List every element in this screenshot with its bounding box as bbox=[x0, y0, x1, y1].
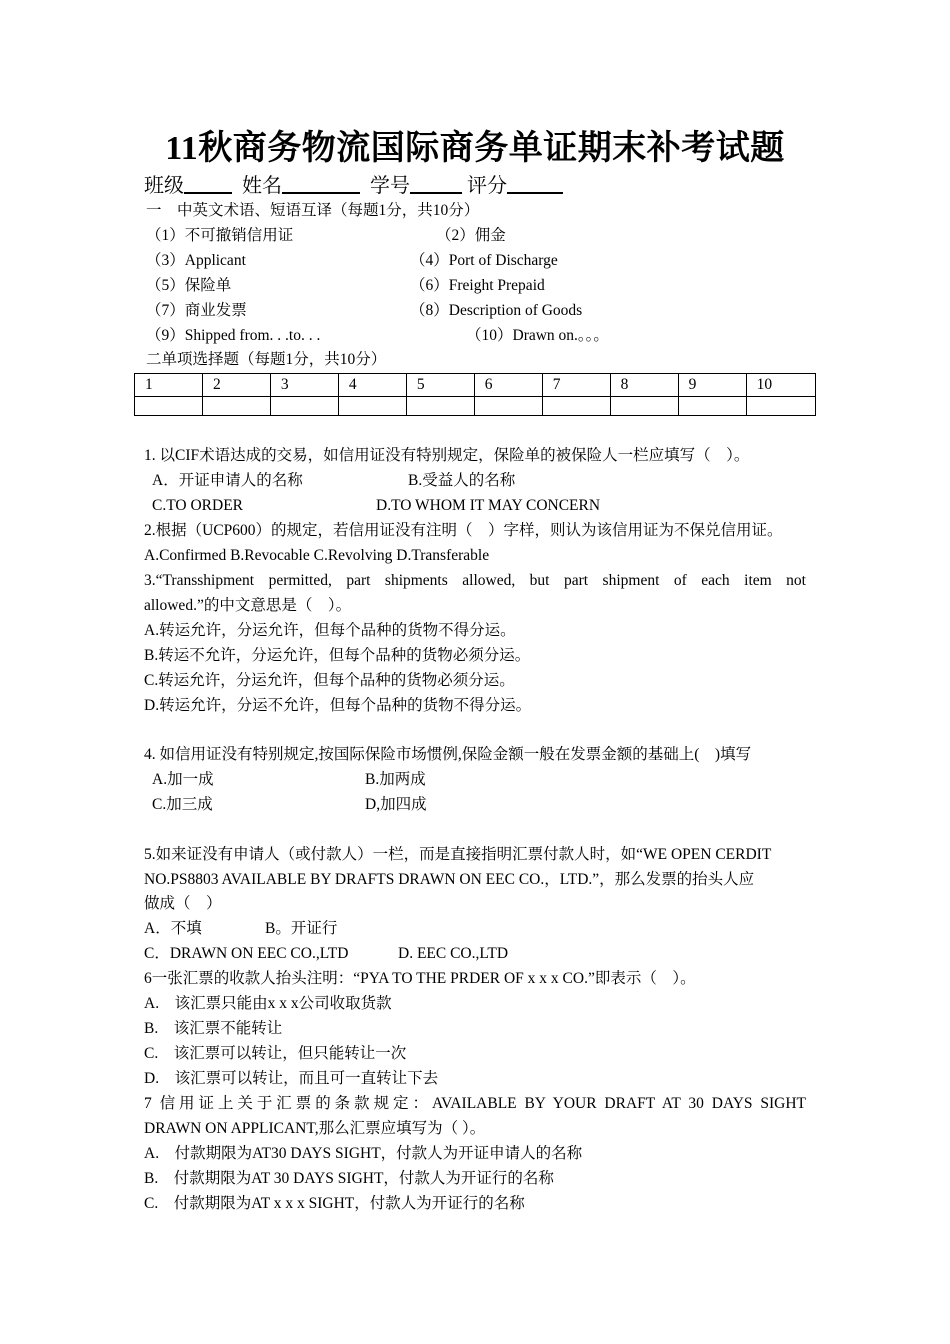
q5-option-b: B。开证行 bbox=[265, 920, 338, 937]
q3-option-c: C.转运允许，分运允许，但每个品种的货物必须分运。 bbox=[144, 672, 515, 689]
q6-option-c: C. 该汇票可以转让，但只能转让一次 bbox=[144, 1045, 407, 1062]
answer-number-cell: 10 bbox=[746, 374, 815, 397]
answer-blank-cell[interactable] bbox=[474, 397, 542, 416]
term-item: （4）Port of Discharge bbox=[410, 252, 558, 269]
q5-option-c: C．DRAWN ON EEC CO.,LTD bbox=[144, 945, 349, 962]
q3-option-b: B.转运不允许，分运允许，但每个品种的货物必须分运。 bbox=[144, 647, 531, 664]
q6-option-b: B. 该汇票不能转让 bbox=[144, 1020, 283, 1037]
class-blank bbox=[184, 172, 232, 194]
term-item: （2）佣金 bbox=[436, 227, 506, 244]
q5-option-a: A．不填 bbox=[144, 920, 202, 937]
q5-option-d: D. EEC CO.,LTD bbox=[398, 945, 509, 962]
answer-blank-cell[interactable] bbox=[610, 397, 678, 416]
q4-option-b: B.加两成 bbox=[365, 771, 426, 788]
student-info-line bbox=[144, 172, 563, 200]
q4-option-a: A.加一成 bbox=[152, 771, 214, 788]
q1-stem: 1. 以CIF术语达成的交易，如信用证没有特别规定，保险单的被保险人一栏应填写（ ）。 bbox=[144, 447, 750, 464]
answer-number-cell: 8 bbox=[610, 374, 678, 397]
term-item: （5）保险单 bbox=[146, 277, 232, 294]
answer-table bbox=[134, 373, 816, 416]
q4-option-c: C.加三成 bbox=[152, 796, 213, 813]
q5-stem-line2: NO.PS8803 AVAILABLE BY DRAFTS DRAWN ON EEC CO.，LTD.”，那么发票的抬头人应 bbox=[144, 871, 755, 888]
q1-option-a: A．开证申请人的名称 bbox=[152, 472, 303, 489]
answer-number-cell: 5 bbox=[406, 374, 474, 397]
answer-number-cell: 4 bbox=[338, 374, 406, 397]
answer-blank-cell[interactable] bbox=[270, 397, 338, 416]
answer-number-row bbox=[135, 374, 816, 397]
answer-blank-cell[interactable] bbox=[746, 397, 815, 416]
q1-option-d: D.TO WHOM IT MAY CONCERN bbox=[376, 497, 601, 514]
name-label: 姓名 bbox=[242, 175, 282, 197]
term-item: （1）不可撤销信用证 bbox=[146, 227, 294, 244]
q5-stem-line1: 5.如来证没有申请人（或付款人）一栏，而是直接指明汇票付款人时，如“WE OPEN CERDIT bbox=[144, 846, 772, 863]
q3-stem-line2: allowed.”的中文意思是（ ）。 bbox=[144, 597, 352, 614]
answer-blank-cell[interactable] bbox=[135, 397, 203, 416]
answer-blank-cell[interactable] bbox=[678, 397, 746, 416]
q6-option-d: D. 该汇票可以转让，而且可一直转让下去 bbox=[144, 1070, 439, 1087]
answer-number-cell: 6 bbox=[474, 374, 542, 397]
q7-stem-line1: 7 信用证上关于汇票的条款规定：AVAILABLE BY YOUR DRAFT AT 30 DAYS SIGHT bbox=[144, 1095, 806, 1112]
answer-number-cell: 1 bbox=[135, 374, 203, 397]
q3-option-a: A.转运允许，分运允许，但每个品种的货物不得分运。 bbox=[144, 622, 516, 639]
term-item: （3）Applicant bbox=[146, 252, 246, 269]
name-blank bbox=[282, 172, 360, 194]
term-item: （6）Freight Prepaid bbox=[410, 277, 545, 294]
q5-stem-line3: 做成（ ） bbox=[144, 895, 222, 912]
term-item: （10）Drawn on.。。。 bbox=[466, 327, 609, 344]
q2-stem: 2.根据（UCP600）的规定，若信用证没有注明（ ）字样，则认为该信用证为不保兑信用证。 bbox=[144, 522, 783, 539]
q7-option-c: C. 付款期限为AT x x x SIGHT，付款人为开证行的名称 bbox=[144, 1195, 525, 1212]
class-label: 班级 bbox=[144, 175, 184, 197]
q7-option-b: B. 付款期限为AT 30 DAYS SIGHT，付款人为开证行的名称 bbox=[144, 1170, 554, 1187]
q1-option-b: B.受益人的名称 bbox=[408, 472, 516, 489]
q7-stem-line2: DRAWN ON APPLICANT,那么汇票应填写为（ ）。 bbox=[144, 1120, 486, 1137]
answer-blank-cell[interactable] bbox=[202, 397, 270, 416]
term-item: （7）商业发票 bbox=[146, 302, 247, 319]
answer-blank-cell[interactable] bbox=[338, 397, 406, 416]
q1-option-c: C.TO ORDER bbox=[152, 497, 244, 514]
answer-number-cell: 2 bbox=[202, 374, 270, 397]
student-id-blank bbox=[410, 172, 462, 194]
q6-option-a: A. 该汇票只能由x x x公司收取货款 bbox=[144, 995, 392, 1012]
q2-options: A.Confirmed B.Revocable C.Revolving D.Transferable bbox=[144, 547, 490, 564]
q7-option-a: A. 付款期限为AT30 DAYS SIGHT，付款人为开证申请人的名称 bbox=[144, 1145, 583, 1162]
score-label: 评分 bbox=[467, 175, 507, 197]
exam-title: 11秋商务物流国际商务单证期末补考试题 bbox=[165, 130, 785, 167]
answer-number-cell: 9 bbox=[678, 374, 746, 397]
answer-number-cell: 7 bbox=[542, 374, 610, 397]
section2-heading: 二单项选择题（每题1分，共10分） bbox=[146, 351, 387, 368]
q4-option-d: D,加四成 bbox=[365, 796, 427, 813]
student-id-label: 学号 bbox=[370, 175, 410, 197]
answer-blank-cell[interactable] bbox=[406, 397, 474, 416]
section1-heading: 一 中英文术语、短语互译（每题1分，共10分） bbox=[146, 202, 480, 219]
term-item: （8）Description of Goods bbox=[410, 302, 583, 319]
score-blank bbox=[507, 172, 563, 194]
q6-stem: 6一张汇票的收款人抬头注明：“PYA TO THE PRDER OF x x x CO.”即表示（ ）。 bbox=[144, 970, 696, 987]
answer-blank-cell[interactable] bbox=[542, 397, 610, 416]
q3-stem-line1: 3.“Transshipment permitted, part shipments allowed, but part shipment of each item not bbox=[144, 572, 806, 589]
term-item: （9）Shipped from. . .to. . . bbox=[146, 327, 321, 344]
answer-blank-row bbox=[135, 397, 816, 416]
q3-option-d: D.转运允许，分运不允许，但每个品种的货物不得分运。 bbox=[144, 697, 532, 714]
answer-number-cell: 3 bbox=[270, 374, 338, 397]
q4-stem: 4. 如信用证没有特别规定,按国际保险市场惯例,保险金额一般在发票金额的基础上( )填写 bbox=[144, 746, 752, 763]
